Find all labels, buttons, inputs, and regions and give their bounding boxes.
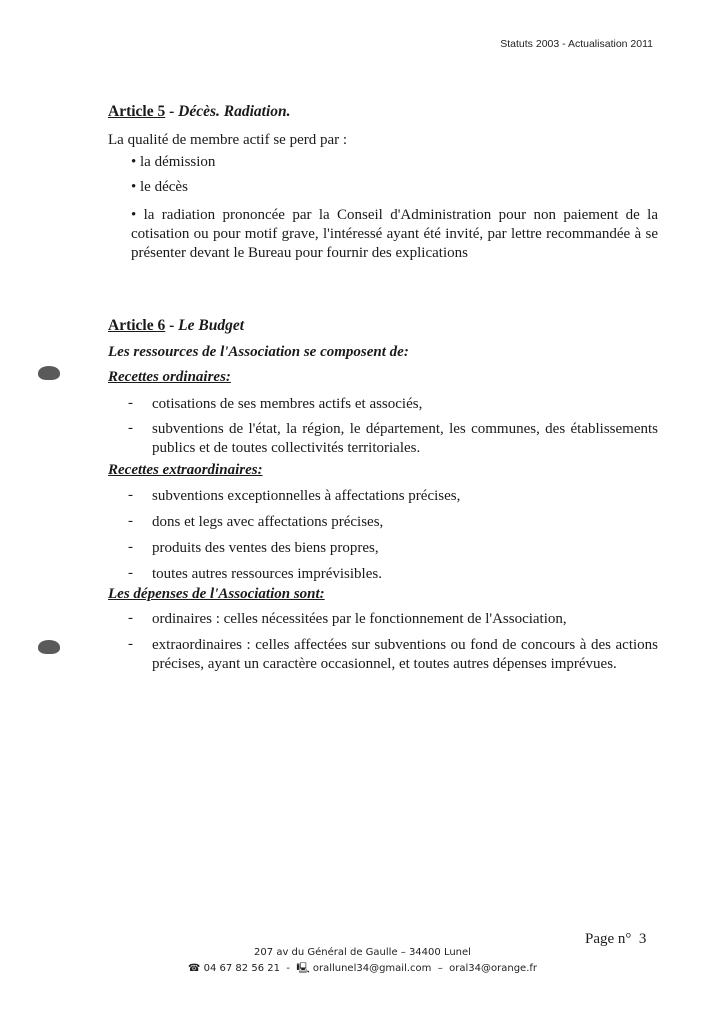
punch-hole-bottom bbox=[38, 640, 60, 654]
article-5-heading: Décès. Radiation. bbox=[178, 103, 291, 120]
article-6-intro: Les ressources de l'Association se composent de: bbox=[108, 344, 409, 360]
list-item: ordinaires : celles nécessitées par le fonctionnement de l'Association, bbox=[152, 611, 567, 627]
list-item: subventions de l'état, la région, le département, les communes, des établissements publics et de toutes collectivités territoriales. bbox=[152, 421, 658, 456]
page-label: Page n° bbox=[585, 931, 632, 947]
article-5-separator: - bbox=[165, 103, 179, 120]
computer-icon: 🖳 bbox=[296, 963, 310, 974]
list-item: produits des ventes des biens propres, bbox=[152, 540, 379, 556]
article-6-heading: Le Budget bbox=[178, 317, 245, 334]
article-5-title bbox=[108, 103, 291, 121]
list-item: • la démission bbox=[131, 154, 216, 170]
footer-email-1: orallunel34@gmail.com bbox=[312, 963, 432, 974]
dash-marker: - bbox=[128, 420, 133, 436]
dash-marker: - bbox=[128, 487, 133, 503]
dash-marker: - bbox=[128, 395, 133, 411]
telephone-icon: ☎ bbox=[187, 963, 201, 974]
article-6-separator: - bbox=[165, 317, 179, 334]
footer-phone: 04 67 82 56 21 bbox=[203, 963, 280, 974]
expenses-heading: Les dépenses de l'Association sont: bbox=[108, 586, 325, 602]
dash-marker: - bbox=[128, 636, 133, 652]
page-number bbox=[585, 931, 646, 948]
footer-email-2: oral34@orange.fr bbox=[449, 963, 538, 974]
dash-marker: - bbox=[128, 513, 133, 529]
ordinary-income-heading: Recettes ordinaires: bbox=[108, 369, 231, 385]
extraordinary-income-heading: Recettes extraordinaires: bbox=[108, 462, 263, 478]
article-5-intro: La qualité de membre actif se perd par : bbox=[108, 132, 348, 148]
dash-marker: - bbox=[128, 565, 133, 581]
list-item: cotisations de ses membres actifs et associés, bbox=[152, 396, 423, 412]
list-item: • la radiation prononcée par la Conseil d'Administration pour non paiement de la cotisation ou pour motif grave, l'intéressé ayant été invité, par lettre recommandée à se présenter devant le Bureau pour fournir des explications bbox=[131, 207, 658, 261]
list-item: • le décès bbox=[131, 179, 188, 195]
article-6-title bbox=[108, 317, 244, 335]
page-value: 3 bbox=[638, 931, 647, 947]
list-item: subventions exceptionnelles à affectations précises, bbox=[152, 488, 461, 504]
dash-marker: - bbox=[128, 539, 133, 555]
list-item: dons et legs avec affectations précises, bbox=[152, 514, 384, 530]
footer-contact: ☎ 04 67 82 56 21 - 🖳 orallunel34@gmail.com – oral34@orange.fr bbox=[187, 963, 538, 974]
footer-address: 207 av du Général de Gaulle – 34400 Lunel bbox=[254, 947, 471, 958]
dash-marker: - bbox=[128, 610, 133, 626]
punch-hole-top bbox=[38, 366, 60, 380]
list-item: extraordinaires : celles affectées sur subventions ou fond de concours à des actions précises, ayant un caractère occasionnel, et toutes autres dépenses imprévues. bbox=[152, 637, 658, 672]
document-reference: Statuts 2003 - Actualisation 2011 bbox=[500, 38, 653, 50]
list-item: toutes autres ressources imprévisibles. bbox=[152, 566, 382, 582]
article-6-number: Article 6 bbox=[108, 317, 166, 334]
article-5-number: Article 5 bbox=[108, 103, 166, 120]
